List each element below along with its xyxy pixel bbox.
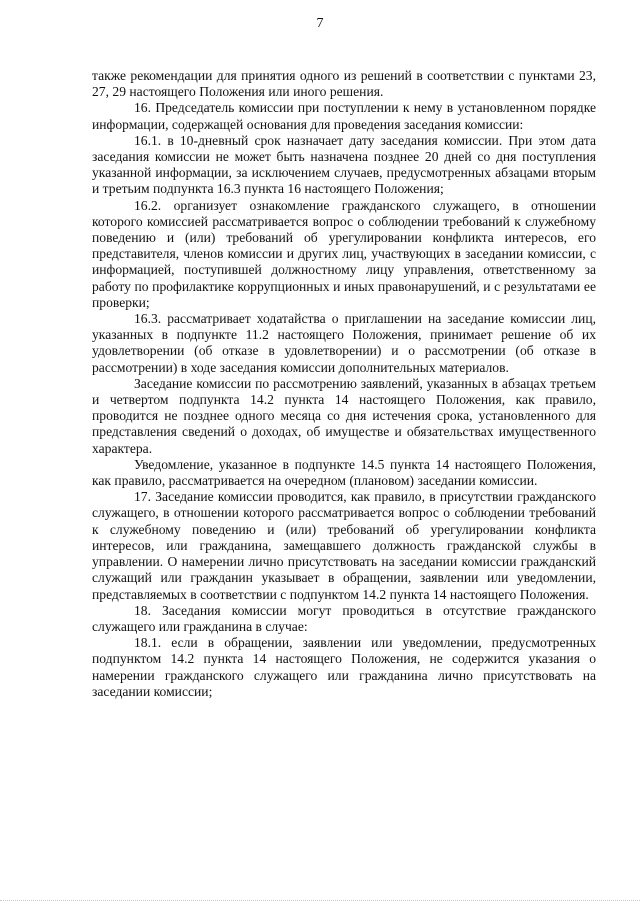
- paragraph-16-1: 16.1. в 10-дневный срок назначает дату заседания комиссии. При этом дата заседания комиссии не может быть назначена позднее 20 дней со дня поступления указанной информации, за исключением случаев, предусмотренных абзацами вторым и третьим подпункта 16.3 пункта 16 настоящего Положения;: [92, 132, 596, 197]
- paragraph-16-3-meeting-deadline: Заседание комиссии по рассмотрению заявлений, указанных в абзацах третьем и четвертом подпункта 14.2 пункта 14 настоящего Положения, как правило, проводится не позднее одного месяца со дня истечения срока, установленного для представления сведений о доходах, об имуществе и обязательствах имущественного характера.: [92, 375, 596, 456]
- paragraph-16-2: 16.2. организует ознакомление гражданского служащего, в отношении которого комиссией рассматривается вопрос о соблюдении требований к служебному поведению и (или) требований об урегулировании конфликта интересов, его представителя, членов комиссии и других лиц, участвующих в заседании комиссии, с информацией, поступившей должностному лицу управления, ответственному за работу по профилактике коррупционных и иных правонарушений, и с результатами ее проверки;: [92, 197, 596, 310]
- paragraph-16: 16. Председатель комиссии при поступлении к нему в установленном порядке информации, содержащей основания для проведения заседания комиссии:: [92, 100, 596, 132]
- scan-edge-noise: [0, 900, 640, 905]
- document-body: [92, 68, 596, 700]
- paragraph-18-1: 18.1. если в обращении, заявлении или уведомлении, предусмотренных подпунктом 14.2 пункта 14 настоящего Положения, не содержится указания о намерении гражданского служащего или гражданина лично присутствовать на заседании комиссии;: [92, 635, 596, 699]
- paragraph-16-3: 16.3. рассматривает ходатайства о приглашении на заседание комиссии лиц, указанных в подпункте 11.2 настоящего Положения, принимает решение об их удовлетворении (об отказе в удовлетворении) и о рассмотрении (об отказе в рассмотрении) в ходе заседания комиссии дополнительных материалов.: [92, 311, 596, 375]
- paragraph-17: 17. Заседание комиссии проводится, как правило, в присутствии гражданского служащего, в отношении которого рассматривается вопрос о соблюдении требований к служебному поведению и (или) требований об урегулировании конфликта интересов, или гражданина, замещавшего должность гражданской службы в управлении. О намерении лично присутствовать на заседании комиссии гражданский служащий или гражданин указывает в обращении, заявлении или уведомлении, представляемых в соответствии с подпунктом 14.2 пункта 14 настоящего Положения.: [92, 489, 596, 602]
- paragraph-18: 18. Заседания комиссии могут проводиться в отсутствие гражданского служащего или гражданина в случае:: [92, 602, 596, 634]
- paragraph-16-3-notification: Уведомление, указанное в подпункте 14.5 пункта 14 настоящего Положения, как правило, рассматривается на очередном (плановом) заседании комиссии.: [92, 456, 596, 489]
- paragraph-continuation: также рекомендации для принятия одного из решений в соответствии с пунктами 23, 27, 29 настоящего Положения или иного решения.: [92, 68, 596, 100]
- page-number: 7: [316, 16, 324, 31]
